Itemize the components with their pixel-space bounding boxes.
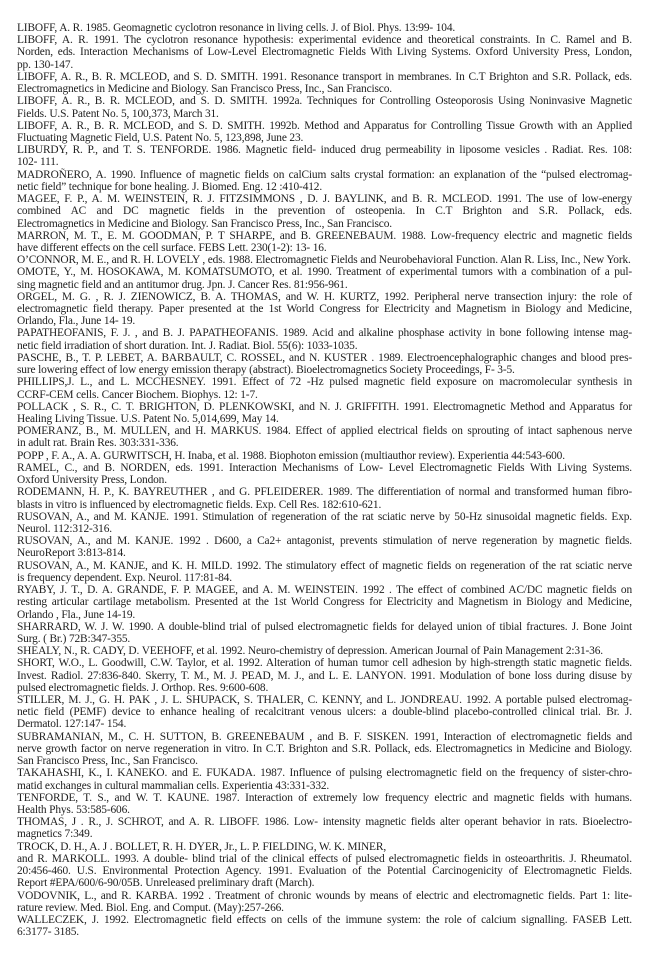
reference-line: Orlando, Fla., June 14- 19. [17, 315, 136, 328]
reference-list [17, 22, 632, 938]
reference-line: POLLACK , S. R., C. T. BRIGHTON, D. PLENKOWSKI, and N. J. GRIFFITH. 1991. Electromagnetic Method and Apparatus for [17, 400, 632, 413]
reference-line: MAGEE, F. P., A. M. WEINSTEIN, R. J. FITZSIMMONS , D. J. BAYLINK, and B. R. MCLEOD. 1991. The use of low-energy [17, 193, 632, 206]
reference-line: THOMAS, J . R., J. SCHROT, and A. R. LIBOFF. 1986. Low- intensity magnetic fields alter operant behavior in rats. Bioelectro- [17, 816, 632, 829]
reference-line: Oxford University Press, London. [17, 474, 167, 487]
reference-line: Dermatol. 127:147- 154. [17, 718, 127, 731]
reference-entry [17, 890, 632, 914]
reference-entry [17, 694, 632, 731]
reference-entry [17, 266, 632, 290]
reference-line: TENFORDE, T. S., and W. T. KAUNE. 1987. Interaction of extremely low frequency electric and magnetic fields with humans. [17, 791, 632, 804]
reference-line: LIBOFF, A. R. 1991. The cyclotron resonance hypothesis: experimental evidence and theoretical constraints. In C. Ramel and B. [17, 34, 632, 47]
reference-entry [17, 657, 632, 694]
reference-line: Electromagnetics in Medicine and Biology. San Francisco Press, Inc., San Francisco. [17, 83, 392, 96]
reference-line: WALLECZEK, J. 1992. Electromagnetic field effects on cells of the immune system: the role of calcium signalling. FASEB Lett. [17, 913, 632, 926]
reference-line: PAPATHEOFANIS, F. J. , and B. J. PAPATHEOFANIS. 1989. Acid and alkaline phosphase activity in bone following intense mag- [17, 327, 632, 340]
reference-line: Orlando , Fla., June 14-19. [17, 608, 136, 621]
reference-line: 6:3177- 3185. [17, 926, 79, 939]
reference-entry [17, 120, 632, 144]
reference-line: and R. MARKOLL. 1993. A double- blind trial of the clinical effects of pulsed electromagnetic fields in osteoarthritis. J. Rheumatol. [17, 852, 632, 865]
reference-entry [17, 230, 632, 254]
reference-entry [17, 352, 632, 376]
reference-entry [17, 401, 632, 425]
reference-entry [17, 621, 632, 645]
reference-line: have different effects on the cell surface. FEBS Lett. 230(1-2): 13- 16. [17, 241, 327, 254]
reference-line: RAMEL, C., and B. NORDEN, eds. 1991. Interaction Mechanisms of Low- Level Electromagnetic Fields With Living Systems. [17, 461, 632, 474]
reference-line: netic field” technique for bone healing. J. Biomed. Eng. 12 :410-412. [17, 180, 323, 193]
reference-line: Fluctuating Magnetic Field, U.S. Patent No. 5, 123,898, June 23. [17, 131, 304, 144]
reference-line: LIBOFF, A. R., B. R. MCLEOD, and S. D. SMITH. 1992b. Method and Apparatus for Controlling Tissue Growth with an Applied [17, 119, 632, 132]
reference-entry [17, 462, 632, 486]
reference-line: 20:456-460. U.S. Environmental Protection Agency. 1991. Evaluation of the Potential Carcinogenicity of Electromagnetic Fields. [17, 865, 632, 878]
reference-line: POPP , F. A., A. A. GURWITSCH, H. Inaba, et al. 1988. Biophoton emission (multiauthor review). Experientia 44:543-600. [17, 449, 565, 462]
reference-line: RUSOVAN, A., and M. KANJE. 1992 . D600, a Ca2+ antagonist, prevents stimulation of nerve regeneration by magnetic fields. [17, 535, 632, 548]
reference-line: Surg. ( Br.) 72B:347-355. [17, 632, 131, 645]
reference-entry [17, 450, 632, 462]
reference-line: Healing Living Tissue. U.S. Patent No. 5,014,699, May 14. [17, 413, 279, 425]
reference-line: Norden, eds. Interaction Mechanisms of Low-Level Electromagnetic Fields With Living Systems. Oxford University Press, London, [17, 46, 632, 59]
reference-entry [17, 327, 632, 351]
reference-line: netic field irradiation of short duration. Int. J. Radiat. Biol. 55(6): 1033-1035. [17, 339, 358, 352]
reference-line: VODOVNIK, L., and R. KARBA. 1992 . Treatment of chronic wounds by means of electric and electromagnetic fields. Part 1: lite- [17, 889, 632, 902]
reference-line: in adult rat. Brain Res. 303:331-336. [17, 437, 179, 450]
reference-entry [17, 193, 632, 230]
reference-entry [17, 95, 632, 119]
reference-line: resting articular cartilage metabolism. Presented at the 1st World Congress for Electricity and Magnetism in Biology and Medicine, [17, 596, 632, 609]
reference-line: SHARRARD, W. J. W. 1990. A double-blind trial of pulsed electromagnetic fields for delayed union of tibial fractures. J. Bone Joint [17, 620, 632, 633]
reference-line: Neurol. 112:312-316. [17, 522, 112, 535]
reference-line: 102- 111. [17, 156, 59, 169]
reference-entry [17, 645, 632, 657]
reference-line: TAKAHASHI, K., I. KANEKO. and E. FUKADA. 1987. Influence of pulsing electromagnetic field on the frequency of sister-chro- [17, 767, 632, 780]
reference-entry [17, 425, 632, 449]
reference-entry [17, 486, 632, 510]
reference-line: LIBOFF, A. R., B. R. MCLEOD, and S. D. SMITH. 1992a. Techniques for Controlling Osteoporosis Using Noninvasive Magnetic [17, 95, 632, 108]
reference-entry [17, 169, 632, 193]
reference-line: electromagnetic field therapy. Paper presented at the 1st World Congress for Electricity and Magnetism in Biology and Medicine, [17, 303, 632, 316]
reference-entry [17, 144, 632, 168]
reference-line: PASCHE, B., T. P. LEBET, A. BARBAULT, C. ROSSEL, and N. KUSTER . 1989. Electroencephalographic changes and blood pres- [17, 351, 632, 364]
reference-line: NeuroReport 3:813-814. [17, 547, 126, 560]
reference-line: O’CONNOR, M. E., and R. H. LOVELY , eds. 1988. Electromagnetic Fields and Neurobehavioral Function. Alan R. Liss, Inc., New York. [17, 254, 631, 267]
reference-line: MARRON, M. T., E. M. GOODMAN, P. T SHARPE, and B. GREENEBAUM. 1988. Low-frequency electric and magnetic fields [17, 229, 632, 242]
reference-line: Health Phys. 53:585-606. [17, 804, 130, 816]
reference-entry [17, 767, 632, 791]
reference-entry [17, 71, 632, 95]
reference-entry [17, 841, 632, 853]
reference-entry [17, 511, 632, 535]
reference-entry [17, 376, 632, 400]
reference-line: LIBOFF, A. R. 1985. Geomagnetic cyclotron resonance in living cells. J. of Biol. Phys. 13:99- 104. [17, 22, 456, 34]
reference-entry [17, 731, 632, 768]
reference-entry [17, 535, 632, 559]
reference-line: PHILLIPS,J. L., and L. MCCHESNEY. 1991. Effect of 72 -Hz pulsed magnetic field exposure on macromolecular synthesis in [17, 376, 632, 389]
reference-line: SHORT, W.O., L. Goodwill, C.W. Taylor, et al. 1992. Alteration of human tumor cell adhesion by high-strength static magnetic fields. [17, 657, 632, 670]
reference-line: sing magnetic field and an antitumor drug. Jpn. J. Cancer Res. 81:956-961. [17, 278, 348, 291]
reference-entry [17, 254, 632, 266]
reference-entry [17, 22, 632, 34]
reference-line: blasts in vitro is influenced by electromagnetic fields. Exp. Cell Res. 182:610-621. [17, 498, 382, 511]
reference-line: magnetics 7:349. [17, 828, 93, 841]
reference-line: RYABY, J. T., D. A. GRANDE, F. P. MAGEE, and A. M. WEINSTEIN. 1992 . The effect of combined AC/DC magnetic fields on [17, 584, 632, 597]
reference-line: netic field (PEMF) device to enhance healing of recalcitrant venous ulcers: a double-blind placebo-controlled clinical trial. Br. J. [17, 706, 632, 719]
reference-line: combined AC and DC magnetic fields in the prevention of osteopenia. In C.T Brighton and S.R. Pollack, eds. [17, 205, 632, 218]
reference-line: CCRF-CEM cells. Cancer Biochem. Biophys. 12: 1-7. [17, 388, 258, 401]
reference-line: Invest. Radiol. 27:836-840. Skerry, T. M., M. J. PEAD, M. J., and L. E. LANYON. 1991. Modulation of bone loss during disuse by [17, 669, 632, 682]
reference-line: San Francisco Press, Inc., San Francisco. [17, 755, 198, 768]
reference-line: Fields. U.S. Patent No. 5, 100,373, March 31. [17, 107, 219, 120]
reference-line: Report #EPA/600/6-90/05B. Unreleased preliminary draft (March). [17, 877, 315, 890]
reference-line: is frequency dependent. Exp. Neurol. 117:81-84. [17, 571, 232, 584]
reference-line: RODEMANN, H. P., K. BAYREUTHER , and G. PFLEIDERER. 1989. The differentiation of normal and transformed human fibro- [17, 486, 632, 499]
reference-line: pulsed electromagnetic fields. J. Orthop. Res. 9:600-608. [17, 681, 269, 694]
reference-line: STILLER, M. J., G. H. PAK , J. L. SHUPACK, S. THALER, C. KENNY, and L. JONDREAU. 1992. A portable pulsed electromag- [17, 694, 632, 707]
reference-entry [17, 34, 632, 71]
reference-line: POMERANZ, B., M. MULLEN, and H. MARKUS. 1984. Effect of applied electrical fields on sprouting of intact saphenous nerve [17, 425, 632, 438]
reference-line: LIBURDY, R. P., and T. S. TENFORDE. 1986. Magnetic field- induced drug permeability in liposome vesicles . Radiat. Res. 108: [17, 144, 632, 157]
reference-line: Electromagnetics in Medicine and Biology. San Francisco Press, Inc., San Francisco. [17, 217, 392, 230]
reference-line: TROCK, D. H., A. J . BOLLET, R. H. DYER, Jr., L. P. FIELDING, W. K. MINER, [17, 840, 387, 853]
reference-entry [17, 792, 632, 816]
reference-line: pp. 130-147. [17, 58, 74, 71]
reference-entry [17, 914, 632, 938]
reference-entry [17, 584, 632, 621]
reference-line: nerve growth factor on nerve regeneration in vitro. In C.T. Brighton and S.R. Pollack, eds. Electromagnetics in Medicine and Biology. [17, 742, 632, 755]
reference-line: SUBRAMANIAN, M., C. H. SUTTON, B. GREENEBAUM , and B. F. SISKEN. 1991, Interaction of electromagnetic fields and [17, 730, 632, 743]
reference-line: RUSOVAN, A., M. KANJE, and K. H. MILD. 1992. The stimulatory effect of magnetic fields on regeneration of the rat sciatic nerve [17, 559, 632, 572]
reference-line: OMOTE, Y., M. HOSOKAWA, M. KOMATSUMOTO, et al. 1990. Treatment of experimental tumors with a combination of a pul- [17, 266, 632, 279]
reference-entry [17, 291, 632, 328]
reference-line: SHEALY, N., R. CADY, D. VEEHOFF, et al. 1992. Neuro-chemistry of depression. American Journal of Pain Management 2:31-36. [17, 645, 603, 658]
reference-line: rature review. Med. Biol. Eng. and Comput. (May):257-266. [17, 901, 284, 914]
reference-line: matid exchanges in cultural mammalian cells. Experientia 43:331-332. [17, 779, 330, 792]
reference-entry [17, 816, 632, 840]
reference-line: LIBOFF, A. R., B. R. MCLEOD, and S. D. SMITH. 1991. Resonance transport in membranes. In C.T Brighton and S.R. Pollack, eds. [17, 70, 632, 83]
reference-line: MADROÑERO, A. 1990. Influence of magnetic fields on calCium salts crystal formation: an explanation of the “pulsed electromag- [17, 168, 632, 181]
reference-entry [17, 560, 632, 584]
reference-line: RUSOVAN, A., and M. KANJE. 1991. Stimulation of regeneration of the rat sciatic nerve by 50-Hz sinusoidal magnetic fields. Exp. [17, 510, 632, 523]
reference-entry [17, 853, 632, 890]
reference-line: sure lowering effect of low energy emission therapy (abstract). Bioelectromagnetics Society Proceedings, F- 3-5. [17, 364, 515, 377]
reference-line: ORGEL, M. G. , R. J. ZIENOWICZ, B. A. THOMAS, and W. H. KURTZ, 1992. Peripheral nerve transection injury: the role of [17, 290, 632, 303]
